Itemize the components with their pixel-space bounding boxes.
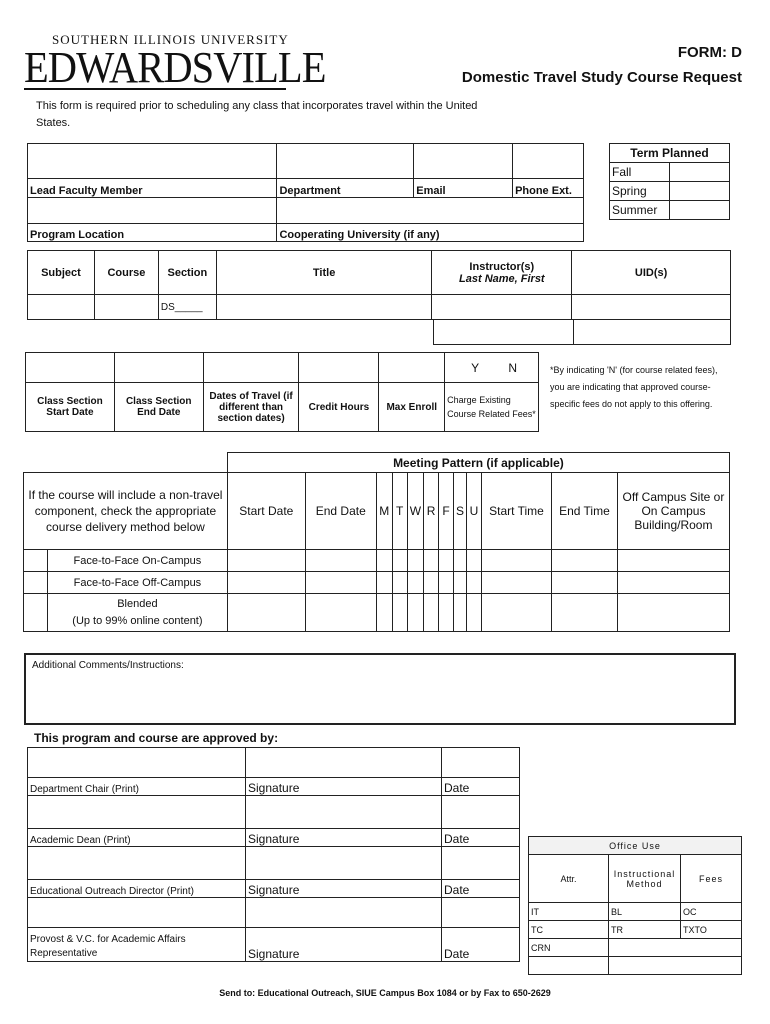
provost-date-input[interactable]	[442, 898, 520, 928]
off-campus-u[interactable]	[467, 572, 482, 594]
dean-date-input[interactable]	[442, 796, 520, 829]
office-attr-tc[interactable]: TC	[529, 921, 609, 939]
outreach-label: Educational Outreach Director (Print)	[28, 880, 246, 898]
blended-end-time[interactable]	[551, 594, 617, 632]
on-campus-end-time[interactable]	[551, 550, 617, 572]
delivery-method-instructions: If the course will include a non-travel component, check the appropriate course delivery method below	[24, 473, 228, 550]
off-campus-site[interactable]	[617, 572, 729, 594]
dean-date-label: Date	[442, 829, 520, 847]
off-campus-end-date[interactable]	[305, 572, 376, 594]
uid-header: UID(s)	[572, 251, 731, 295]
cooperating-university-label: Cooperating University (if any)	[277, 224, 584, 242]
provost-label: Provost & V.C. for Academic Affairs Representative	[28, 928, 246, 962]
off-campus-t[interactable]	[392, 572, 407, 594]
approval-heading: This program and course are approved by:	[34, 731, 279, 745]
off-campus-m[interactable]	[376, 572, 392, 594]
comments-label: Additional Comments/Instructions:	[32, 660, 184, 671]
office-extra-cell-2[interactable]	[609, 957, 742, 975]
day-sunday-header: U	[467, 473, 482, 550]
footer-send-to: Send to: Educational Outreach, SIUE Campus Box 1084 or by Fax to 650-2629	[219, 988, 551, 998]
section-header: Section	[158, 251, 216, 295]
uid-input-cell-1[interactable]	[572, 295, 731, 320]
day-tuesday-header: T	[392, 473, 407, 550]
provost-name-input[interactable]	[28, 898, 246, 928]
office-attr-header: Attr.	[529, 855, 609, 903]
term-fall-checkbox[interactable]	[670, 163, 730, 182]
office-crn-label: CRN	[529, 939, 609, 957]
office-attr-it[interactable]: IT	[529, 903, 609, 921]
office-method-tr[interactable]: TR	[609, 921, 681, 939]
uid-input-cell-2[interactable]	[574, 320, 731, 345]
section-input-cell[interactable]: DS_____	[158, 295, 216, 320]
blended-u[interactable]	[467, 594, 482, 632]
off-campus-checkbox[interactable]	[24, 572, 48, 594]
off-campus-w[interactable]	[407, 572, 423, 594]
schedule-table	[25, 352, 539, 432]
max-enroll-input-cell[interactable]	[379, 353, 445, 383]
office-use-table	[528, 836, 742, 975]
blended-end-date[interactable]	[305, 594, 376, 632]
blended-checkbox[interactable]	[24, 594, 48, 632]
email-input-cell[interactable]	[414, 144, 513, 179]
instructor-label: Instructor(s)	[469, 260, 535, 273]
class-start-label: Class Section Start Date	[26, 383, 115, 432]
instructor-input-cell-2[interactable]	[434, 320, 574, 345]
off-campus-start-date[interactable]	[227, 572, 305, 594]
dean-signature-input[interactable]	[246, 796, 442, 829]
method-blended-label	[47, 594, 227, 632]
department-label: Department	[277, 179, 414, 198]
blended-title: Blended	[117, 597, 158, 610]
lead-faculty-label: Lead Faculty Member	[28, 179, 277, 198]
office-method-bl[interactable]: BL	[609, 903, 681, 921]
blended-s[interactable]	[454, 594, 467, 632]
day-monday-header: M	[376, 473, 392, 550]
title-header: Title	[216, 251, 432, 295]
on-campus-f[interactable]	[439, 550, 454, 572]
dept-chair-date-input[interactable]	[442, 748, 520, 778]
dean-name-input[interactable]	[28, 796, 246, 829]
approval-table	[27, 747, 520, 962]
title-input-cell[interactable]	[216, 295, 432, 320]
method-row-blended	[24, 594, 730, 632]
day-saturday-header: S	[454, 473, 467, 550]
method-row-on-campus	[24, 550, 730, 572]
blank-corner	[24, 453, 228, 473]
blended-w[interactable]	[407, 594, 423, 632]
on-campus-u[interactable]	[467, 550, 482, 572]
method-on-campus-label: Face-to-Face On-Campus	[47, 550, 227, 572]
day-thursday-header: R	[424, 473, 439, 550]
phone-input-cell[interactable]	[513, 144, 584, 179]
max-enroll-label: Max Enroll	[379, 383, 445, 432]
dept-chair-name-input[interactable]	[28, 748, 246, 778]
blended-site[interactable]	[617, 594, 729, 632]
form-title: Domestic Travel Study Course Request	[461, 69, 742, 86]
blended-start-time[interactable]	[482, 594, 552, 632]
instructor-input-cell-1[interactable]	[432, 295, 572, 320]
office-crn-input[interactable]	[609, 939, 742, 957]
blended-f[interactable]	[439, 594, 454, 632]
term-spring-label: Spring	[610, 182, 670, 201]
office-fees-txto[interactable]: TXTO	[681, 921, 742, 939]
outreach-date-input[interactable]	[442, 847, 520, 880]
dept-chair-date-label: Date	[442, 778, 520, 796]
provost-signature-label: Signature	[246, 928, 442, 962]
term-planned-table	[609, 143, 730, 220]
travel-dates-input-cell[interactable]	[203, 353, 299, 383]
intro-text: This form is required prior to scheduling any class that incorporates travel within the United States.	[36, 100, 478, 129]
dean-signature-label: Signature	[246, 829, 442, 847]
instructor-header	[432, 251, 572, 295]
on-campus-start-time[interactable]	[482, 550, 552, 572]
method-row-off-campus	[24, 572, 730, 594]
instructor-extra-table	[433, 319, 731, 345]
blended-note: (Up to 99% online content)	[72, 614, 203, 627]
credit-hours-input-cell[interactable]	[299, 353, 379, 383]
meeting-pattern-table	[23, 452, 730, 632]
course-input-cell[interactable]	[94, 295, 158, 320]
office-method-header: Instructional Method	[609, 855, 681, 903]
credit-hours-label: Credit Hours	[299, 383, 379, 432]
off-campus-start-time[interactable]	[482, 572, 552, 594]
on-campus-r[interactable]	[424, 550, 439, 572]
fee-note: *By indicating 'N' (for course related fees), you are indicating that approved course-specific fees do not apply to this offering.	[550, 365, 718, 409]
on-campus-s[interactable]	[454, 550, 467, 572]
term-planned-heading: Term Planned	[610, 144, 730, 163]
office-fees-header: Fees	[681, 855, 742, 903]
phone-label: Phone Ext.	[513, 179, 584, 198]
method-off-campus-label: Face-to-Face Off-Campus	[47, 572, 227, 594]
dept-chair-label: Department Chair (Print)	[28, 778, 246, 796]
travel-dates-label: Dates of Travel (if different than section dates)	[203, 383, 299, 432]
provost-signature-input[interactable]	[246, 898, 442, 928]
class-end-input-cell[interactable]	[114, 353, 203, 383]
day-wednesday-header: W	[407, 473, 423, 550]
fee-no-option[interactable]: N	[508, 360, 517, 375]
off-campus-r[interactable]	[424, 572, 439, 594]
site-header: Off Campus Site or On Campus Building/Room	[617, 473, 729, 550]
off-campus-end-time[interactable]	[551, 572, 617, 594]
form-id: FORM: D	[677, 44, 742, 61]
meeting-pattern-heading: Meeting Pattern (if applicable)	[227, 453, 729, 473]
off-campus-f[interactable]	[439, 572, 454, 594]
subject-input-cell[interactable]	[28, 295, 95, 320]
dept-chair-signature-label: Signature	[246, 778, 442, 796]
outreach-name-input[interactable]	[28, 847, 246, 880]
end-date-header: End Date	[305, 473, 376, 550]
blended-r[interactable]	[424, 594, 439, 632]
subject-header: Subject	[28, 251, 95, 295]
term-fall-label: Fall	[610, 163, 670, 182]
program-location-label: Program Location	[28, 224, 277, 242]
lead-faculty-input-cell[interactable]	[28, 144, 277, 179]
fee-choice-cell[interactable]	[445, 353, 539, 383]
email-label: Email	[414, 179, 513, 198]
outreach-signature-label: Signature	[246, 880, 442, 898]
office-use-heading: Office Use	[529, 837, 742, 855]
dept-chair-signature-input[interactable]	[246, 748, 442, 778]
on-campus-site[interactable]	[617, 550, 729, 572]
off-campus-s[interactable]	[454, 572, 467, 594]
class-end-label: Class Section End Date	[114, 383, 203, 432]
outreach-signature-input[interactable]	[246, 847, 442, 880]
course-table	[27, 250, 731, 320]
blended-start-date[interactable]	[227, 594, 305, 632]
blended-t[interactable]	[392, 594, 407, 632]
siue-logo	[24, 32, 326, 92]
blended-m[interactable]	[376, 594, 392, 632]
on-campus-w[interactable]	[407, 550, 423, 572]
cooperating-university-input-cell[interactable]	[277, 198, 584, 224]
on-campus-checkbox[interactable]	[24, 550, 48, 572]
outreach-date-label: Date	[442, 880, 520, 898]
course-header: Course	[94, 251, 158, 295]
fee-yes-option[interactable]: Y	[471, 360, 479, 375]
end-time-header: End Time	[551, 473, 617, 550]
on-campus-start-date[interactable]	[227, 550, 305, 572]
term-summer-label: Summer	[610, 201, 670, 220]
dean-label: Academic Dean (Print)	[28, 829, 246, 847]
provost-date-label: Date	[442, 928, 520, 962]
on-campus-m[interactable]	[376, 550, 392, 572]
logo-university-name: SOUTHERN ILLINOIS UNIVERSITY	[52, 32, 289, 47]
class-start-input-cell[interactable]	[26, 353, 115, 383]
term-summer-checkbox[interactable]	[670, 201, 730, 220]
logo-wordmark: EDWARDSVILLE	[24, 43, 326, 92]
start-time-header: Start Time	[482, 473, 552, 550]
on-campus-t[interactable]	[392, 550, 407, 572]
faculty-table	[27, 143, 584, 242]
instructor-sublabel: Last Name, First	[459, 272, 545, 285]
comments-box[interactable]	[24, 653, 736, 725]
department-input-cell[interactable]	[277, 144, 414, 179]
term-spring-checkbox[interactable]	[670, 182, 730, 201]
day-friday-header: F	[439, 473, 454, 550]
program-location-input-cell[interactable]	[28, 198, 277, 224]
charge-fees-label: Charge Existing Course Related Fees*	[445, 383, 539, 432]
on-campus-end-date[interactable]	[305, 550, 376, 572]
start-date-header: Start Date	[227, 473, 305, 550]
office-extra-cell-1[interactable]	[529, 957, 609, 975]
office-fees-oc[interactable]: OC	[681, 903, 742, 921]
